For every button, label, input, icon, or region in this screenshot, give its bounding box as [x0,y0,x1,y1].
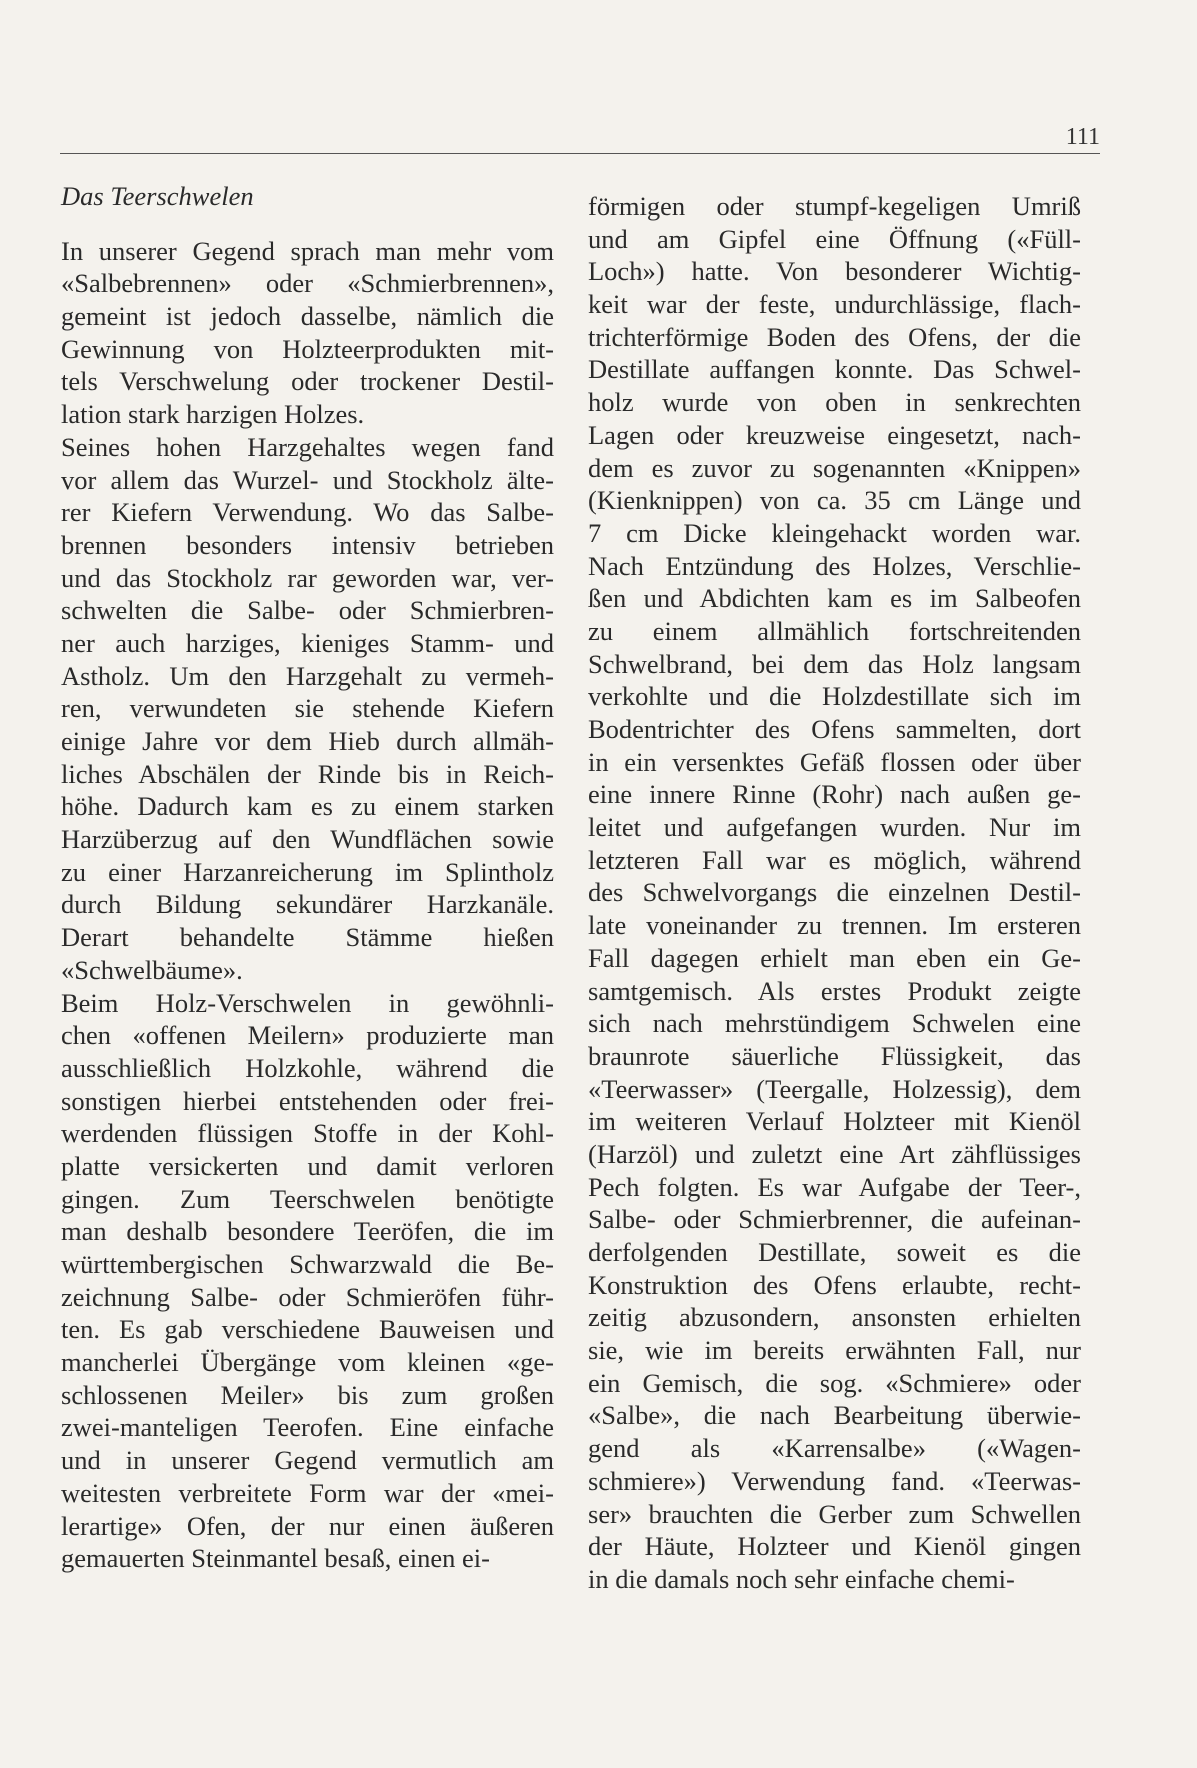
text-line: Bodentrichter des Ofens sammelten, dort [588,714,1081,744]
text-line: «Salbe», die nach Bearbeitung überwie- [588,1400,1081,1431]
text-line: im weiteren Verlauf Holzteer mit Kienöl [588,1106,1081,1137]
text-line: man deshalb besondere Teeröfen, die im [61,1216,554,1247]
text-line: dem es zuvor zu sogenannten «Knippen» [588,452,1081,483]
text-line: werdenden flüssigen Stoffe in der Kohl- [61,1118,554,1149]
text-line: zeichnung Salbe- oder Schmieröfen führ- [61,1281,554,1312]
text-line: ser» brauchten die Gerber zum Schwellen [588,1498,1081,1529]
text-line: «Teerwasser» (Teergalle, Holzessig), dem [588,1073,1081,1104]
text-line: schwelten die Salbe- oder Schmierbren- [61,595,554,626]
text-line: und das Stockholz rar geworden war, ver- [61,562,554,593]
header-rule [60,153,1100,154]
text-line: in die damals noch sehr einfache chemi- [588,1563,1015,1594]
text-line: Seines hohen Harzgehaltes wegen fand [61,431,554,462]
text-line: gingen. Zum Teerschwelen benötigte [61,1183,554,1214]
text-line: samtgemisch. Als erstes Produkt zeigte [588,975,1081,1006]
text-line: schmiere») Verwendung fand. «Teerwas- [588,1465,1081,1496]
text-line: leitet und aufgefangen wurden. Nur im [588,812,1081,843]
text-line: sich nach mehrstündigem Schwelen eine [588,1008,1081,1039]
text-line: keit war der feste, undurchlässige, flach- [588,289,1081,320]
text-line: ten. Es gab verschiedene Bauweisen und [61,1314,554,1345]
text-line: des Schwelvorgangs die einzelnen Destil- [588,877,1081,908]
text-line: late voneinander zu trennen. Im ersteren [588,910,1081,941]
text-line: tels Verschwelung oder trockener Destil- [61,366,554,397]
text-line: in ein versenktes Gefäß flossen oder über [588,746,1081,777]
text-line: brennen besonders intensiv betrieben [61,529,554,560]
text-line: durch Bildung sekundärer Harzkanäle. [61,889,554,920]
text-line: gemauerten Steinmantel besaß, einen ei- [61,1543,490,1574]
text-line: Konstruktion des Ofens erlaubte, recht- [588,1269,1081,1300]
text-line: verkohlte und die Holzdestillate sich im [588,681,1081,712]
text-line: zu einer Harzanreicherung im Splintholz [61,856,554,887]
text-line: 7 cm Dicke kleingehackt worden war. [588,517,1081,548]
left-column-text [61,235,554,1575]
text-line: mancherlei Übergänge vom kleinen «ge- [61,1347,554,1378]
text-line: sie, wie im bereits erwähnten Fall, nur [588,1335,1081,1366]
text-line: vor allem das Wurzel- und Stockholz älte- [61,464,554,495]
text-line: Derart behandelte Stämme hießen [61,922,554,953]
text-line: Salbe- oder Schmierbrenner, die aufeinan- [588,1204,1081,1235]
text-line: Astholz. Um den Harzgehalt zu vermeh- [61,660,554,691]
text-line: In unserer Gegend sprach man mehr vom [61,235,554,266]
text-line: letzteren Fall war es möglich, während [588,844,1081,875]
text-line: und am Gipfel eine Öffnung («Füll- [588,223,1081,254]
text-line: sonstigen hierbei entstehenden oder frei- [61,1085,554,1116]
section-heading: Das Teerschwelen [61,181,254,211]
text-line: Nach Entzündung des Holzes, Verschlie- [588,550,1081,581]
page-number: 111 [1065,124,1100,150]
text-line: Gewinnung von Holzteerprodukten mit- [61,333,554,364]
text-line: lation stark harzigen Holzes. [61,399,365,430]
text-line: liches Abschälen der Rinde bis in Reich- [61,758,554,789]
text-line: Beim Holz-Verschwelen in gewöhnli- [61,987,554,1018]
text-line: ner auch harziges, kieniges Stamm- und [61,627,554,658]
left-column [61,180,554,1575]
text-line: derfolgenden Destillate, soweit es die [588,1237,1081,1267]
text-line: ausschließlich Holzkohle, während die [61,1052,554,1083]
text-line: Loch») hatte. Von besonderer Wichtig- [588,256,1081,287]
text-line: zwei-manteligen Teerofen. Eine einfache [61,1412,554,1443]
text-line: Destillate auffangen konnte. Das Schwel- [588,354,1081,385]
text-line: chen «offenen Meilern» produzierte man [61,1020,554,1051]
text-line: platte versickerten und damit verloren [61,1150,554,1181]
text-line: «Salbebrennen» oder «Schmierbrennen», [61,268,554,299]
text-line: trichterförmige Boden des Ofens, der die [588,321,1081,352]
text-line: Schwelbrand, bei dem das Holz langsam [588,648,1081,679]
text-line: ßen und Abdichten kam es im Salbeofen [588,583,1081,614]
text-line: gend als «Karrensalbe» («Wagen- [588,1433,1081,1464]
text-line: Fall dagegen erhielt man eben ein Ge- [588,942,1081,973]
text-line: zu einem allmählich fortschreitenden [588,615,1081,646]
text-line: Lagen oder kreuzweise eingesetzt, nach- [588,419,1081,450]
text-line: der Häute, Holzteer und Kienöl gingen [588,1531,1081,1562]
text-line: gemeint ist jedoch dasselbe, nämlich die [61,301,554,332]
text-line: lerartige» Ofen, der nur einen äußeren [61,1510,554,1541]
text-line: höhe. Dadurch kam es zu einem starken [61,791,554,822]
text-line: braunrote säuerliche Flüssigkeit, das [588,1040,1081,1071]
text-line: ren, verwundeten sie stehende Kiefern [61,693,554,724]
text-line: ein Gemisch, die sog. «Schmiere» oder [588,1367,1081,1398]
text-line: (Kienknippen) von ca. 35 cm Länge und [588,485,1081,516]
right-column [588,190,1081,1596]
text-line: schlossenen Meiler» bis zum großen [61,1379,554,1410]
text-line: «Schwelbäume». [61,954,243,985]
text-line: und in unserer Gegend vermutlich am [61,1445,554,1476]
right-column-text [588,190,1081,1596]
text-line: Harzüberzug auf den Wundflächen sowie [61,824,554,855]
text-line: eine innere Rinne (Rohr) nach außen ge- [588,779,1081,810]
text-line: (Harzöl) und zuletzt eine Art zähflüssiges [588,1138,1081,1169]
text-line: zeitig abzusondern, ansonsten erhielten [588,1302,1081,1333]
text-line: Pech folgten. Es war Aufgabe der Teer-, [588,1171,1081,1202]
text-line: württembergischen Schwarzwald die Be- [61,1249,554,1279]
text-line: förmigen oder stumpf-kegeligen Umriß [588,191,1081,221]
text-line: holz wurde von oben in senkrechten [588,387,1081,418]
text-line: rer Kiefern Verwendung. Wo das Salbe- [61,497,554,528]
text-line: weitesten verbreitete Form war der «mei- [61,1477,554,1508]
text-line: einige Jahre vor dem Hieb durch allmäh- [61,726,554,756]
